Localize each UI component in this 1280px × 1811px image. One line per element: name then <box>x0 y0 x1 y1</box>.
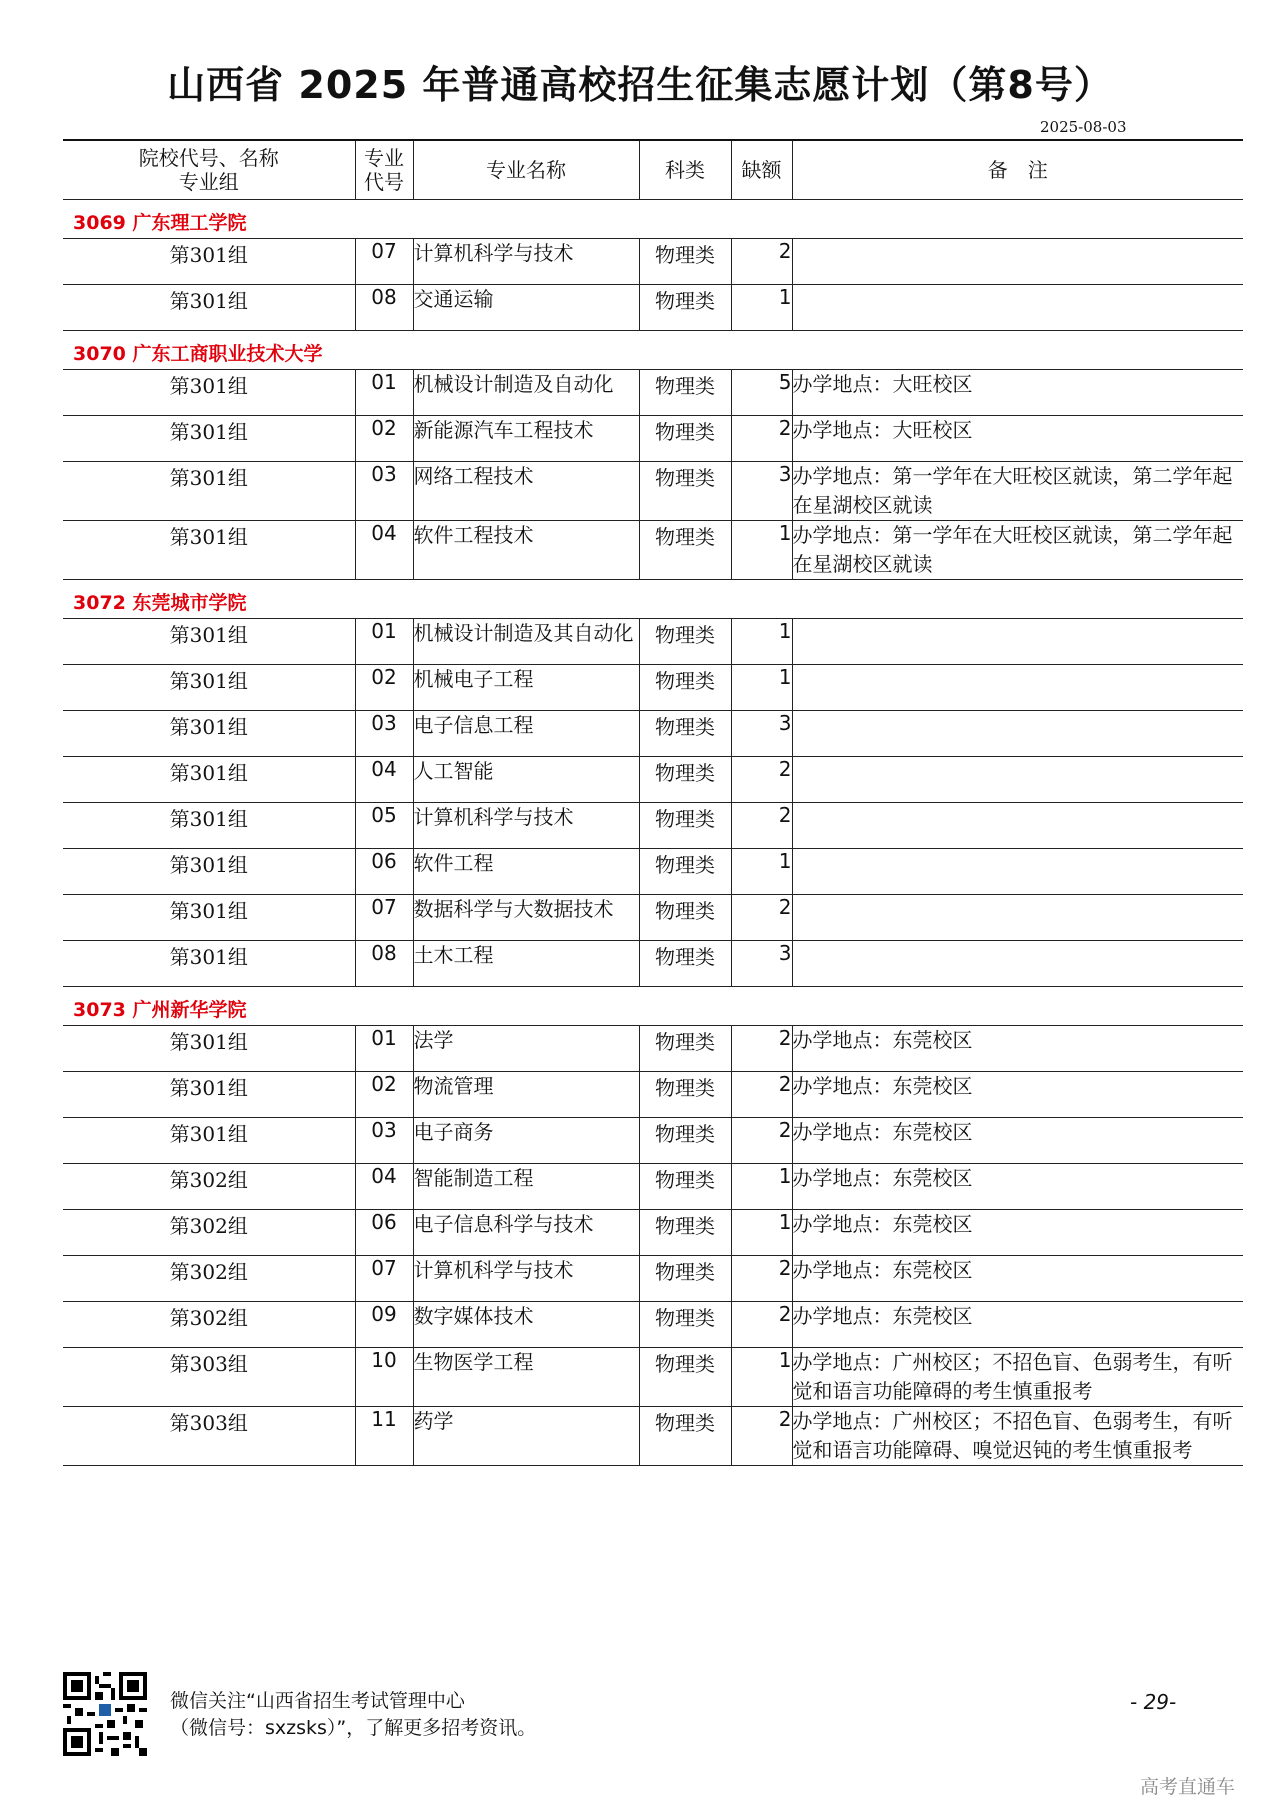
plan-table <box>63 139 1243 1466</box>
quota-cell: 2 <box>731 1026 792 1072</box>
major-name-cell: 软件工程技术 <box>413 521 639 580</box>
table-row <box>63 1348 1243 1407</box>
major-name-cell: 计算机科学与技术 <box>413 1256 639 1302</box>
table-row <box>63 1118 1243 1164</box>
institution-row <box>63 580 1243 619</box>
note-cell: 办学地点：大旺校区 <box>792 370 1243 416</box>
major-code-cell: 03 <box>355 711 413 757</box>
note-cell: 办学地点：第一学年在大旺校区就读，第二学年起在星湖校区就读 <box>792 521 1243 580</box>
note-cell <box>792 895 1243 941</box>
header-major: 专业名称 <box>413 140 639 200</box>
header-note: 备 注 <box>792 140 1243 200</box>
institution-row <box>63 987 1243 1026</box>
subject-cell: 物理类 <box>639 665 731 711</box>
note-cell: 办学地点：广州校区；不招色盲、色弱考生，有听觉和语言功能障碍的考生慎重报考 <box>792 1348 1243 1407</box>
major-name-cell: 生物医学工程 <box>413 1348 639 1407</box>
group-cell: 第301组 <box>63 239 355 285</box>
note-cell: 办学地点：东莞校区 <box>792 1164 1243 1210</box>
group-cell: 第301组 <box>63 665 355 711</box>
subject-cell: 物理类 <box>639 711 731 757</box>
major-code-cell: 01 <box>355 1026 413 1072</box>
group-cell: 第301组 <box>63 895 355 941</box>
note-cell: 办学地点：东莞校区 <box>792 1026 1243 1072</box>
group-cell: 第301组 <box>63 711 355 757</box>
group-cell: 第301组 <box>63 521 355 580</box>
institution-row <box>63 331 1243 370</box>
major-code-cell: 04 <box>355 1164 413 1210</box>
quota-cell: 2 <box>731 803 792 849</box>
group-cell: 第302组 <box>63 1302 355 1348</box>
quota-cell: 2 <box>731 239 792 285</box>
note-cell: 办学地点：东莞校区 <box>792 1210 1243 1256</box>
major-name-cell: 法学 <box>413 1026 639 1072</box>
major-code-cell: 03 <box>355 1118 413 1164</box>
major-code-cell: 10 <box>355 1348 413 1407</box>
subject-cell: 物理类 <box>639 757 731 803</box>
group-cell: 第301组 <box>63 619 355 665</box>
major-name-cell: 人工智能 <box>413 757 639 803</box>
subject-cell: 物理类 <box>639 1072 731 1118</box>
subject-cell: 物理类 <box>639 521 731 580</box>
header-college-line1: 院校代号、名称 <box>138 146 279 170</box>
quota-cell: 2 <box>731 1118 792 1164</box>
subject-cell: 物理类 <box>639 1256 731 1302</box>
table-row <box>63 757 1243 803</box>
table-row <box>63 370 1243 416</box>
footer-wechat-note <box>170 1688 536 1742</box>
subject-cell: 物理类 <box>639 1026 731 1072</box>
major-code-cell: 02 <box>355 416 413 462</box>
note-cell <box>792 941 1243 987</box>
header-code <box>355 140 413 200</box>
major-code-cell: 07 <box>355 895 413 941</box>
subject-cell: 物理类 <box>639 849 731 895</box>
watermark: 高考直通车 <box>1140 1776 1236 1798</box>
quota-cell: 1 <box>731 619 792 665</box>
note-cell <box>792 803 1243 849</box>
header-college <box>63 140 355 200</box>
note-cell: 办学地点：东莞校区 <box>792 1118 1243 1164</box>
quota-cell: 2 <box>731 1256 792 1302</box>
group-cell: 第303组 <box>63 1348 355 1407</box>
quota-cell: 1 <box>731 665 792 711</box>
subject-cell: 物理类 <box>639 285 731 331</box>
quota-cell: 2 <box>731 757 792 803</box>
subject-cell: 物理类 <box>639 1164 731 1210</box>
note-cell: 办学地点：第一学年在大旺校区就读，第二学年起在星湖校区就读 <box>792 462 1243 521</box>
subject-cell: 物理类 <box>639 803 731 849</box>
table-row <box>63 711 1243 757</box>
major-code-cell: 08 <box>355 285 413 331</box>
major-code-cell: 06 <box>355 849 413 895</box>
table-row <box>63 803 1243 849</box>
group-cell: 第301组 <box>63 370 355 416</box>
institution-row <box>63 200 1243 239</box>
quota-cell: 1 <box>731 285 792 331</box>
major-code-cell: 02 <box>355 1072 413 1118</box>
quota-cell: 5 <box>731 370 792 416</box>
quota-cell: 2 <box>731 895 792 941</box>
group-cell: 第301组 <box>63 416 355 462</box>
major-name-cell: 软件工程 <box>413 849 639 895</box>
major-code-cell: 11 <box>355 1407 413 1466</box>
major-name-cell: 土木工程 <box>413 941 639 987</box>
table-row <box>63 619 1243 665</box>
subject-cell: 物理类 <box>639 1210 731 1256</box>
quota-cell: 3 <box>731 941 792 987</box>
subject-cell: 物理类 <box>639 462 731 521</box>
group-cell: 第301组 <box>63 941 355 987</box>
major-code-cell: 07 <box>355 1256 413 1302</box>
table-row <box>63 1026 1243 1072</box>
major-code-cell: 01 <box>355 619 413 665</box>
group-cell: 第301组 <box>63 757 355 803</box>
note-cell: 办学地点：大旺校区 <box>792 416 1243 462</box>
group-cell: 第301组 <box>63 1026 355 1072</box>
table-row <box>63 1210 1243 1256</box>
page-number: - 29- <box>1130 1690 1177 1714</box>
note-cell <box>792 665 1243 711</box>
header-college-line2: 专业组 <box>178 170 239 194</box>
major-code-cell: 09 <box>355 1302 413 1348</box>
table-row <box>63 665 1243 711</box>
major-name-cell: 交通运输 <box>413 285 639 331</box>
table-row <box>63 895 1243 941</box>
table-row <box>63 285 1243 331</box>
major-name-cell: 计算机科学与技术 <box>413 239 639 285</box>
group-cell: 第301组 <box>63 462 355 521</box>
header-subject: 科类 <box>639 140 731 200</box>
major-name-cell: 电子信息工程 <box>413 711 639 757</box>
table-row <box>63 941 1243 987</box>
subject-cell: 物理类 <box>639 1348 731 1407</box>
major-code-cell: 07 <box>355 239 413 285</box>
subject-cell: 物理类 <box>639 1302 731 1348</box>
major-name-cell: 机械电子工程 <box>413 665 639 711</box>
major-code-cell: 05 <box>355 803 413 849</box>
major-code-cell: 06 <box>355 1210 413 1256</box>
subject-cell: 物理类 <box>639 416 731 462</box>
major-code-cell: 01 <box>355 370 413 416</box>
footer-line1: 微信关注“山西省招生考试管理中心 <box>170 1690 465 1712</box>
quota-cell: 2 <box>731 416 792 462</box>
publish-date: 2025-08-03 <box>1040 118 1127 136</box>
table-row <box>63 1407 1243 1466</box>
table-row <box>63 1302 1243 1348</box>
table-row <box>63 521 1243 580</box>
note-cell: 办学地点：东莞校区 <box>792 1256 1243 1302</box>
quota-cell: 1 <box>731 1164 792 1210</box>
quota-cell: 1 <box>731 849 792 895</box>
header-quota: 缺额 <box>731 140 792 200</box>
group-cell: 第301组 <box>63 803 355 849</box>
quota-cell: 2 <box>731 1302 792 1348</box>
table-row <box>63 1256 1243 1302</box>
header-code-line2: 代号 <box>364 170 404 194</box>
table-row <box>63 239 1243 285</box>
subject-cell: 物理类 <box>639 619 731 665</box>
institution-name: 3070 广东工商职业技术大学 <box>63 331 1243 370</box>
group-cell: 第302组 <box>63 1256 355 1302</box>
header-code-line1: 专业 <box>364 146 404 170</box>
major-name-cell: 机械设计制造及其自动化 <box>413 619 639 665</box>
major-code-cell: 04 <box>355 521 413 580</box>
major-name-cell: 数字媒体技术 <box>413 1302 639 1348</box>
note-cell <box>792 711 1243 757</box>
quota-cell: 1 <box>731 1348 792 1407</box>
major-name-cell: 电子商务 <box>413 1118 639 1164</box>
major-name-cell: 药学 <box>413 1407 639 1466</box>
quota-cell: 1 <box>731 1210 792 1256</box>
major-name-cell: 物流管理 <box>413 1072 639 1118</box>
qr-code-icon <box>63 1672 147 1756</box>
major-name-cell: 数据科学与大数据技术 <box>413 895 639 941</box>
subject-cell: 物理类 <box>639 370 731 416</box>
institution-name: 3073 广州新华学院 <box>63 987 1243 1026</box>
note-cell <box>792 239 1243 285</box>
major-code-cell: 04 <box>355 757 413 803</box>
note-cell <box>792 757 1243 803</box>
major-name-cell: 计算机科学与技术 <box>413 803 639 849</box>
quota-cell: 3 <box>731 462 792 521</box>
group-cell: 第301组 <box>63 1072 355 1118</box>
group-cell: 第302组 <box>63 1164 355 1210</box>
note-cell <box>792 619 1243 665</box>
major-name-cell: 机械设计制造及自动化 <box>413 370 639 416</box>
note-cell: 办学地点：广州校区；不招色盲、色弱考生，有听觉和语言功能障碍、嗅觉迟钝的考生慎重报考 <box>792 1407 1243 1466</box>
footer-line2: （微信号：sxzsks）”，了解更多招考资讯。 <box>170 1717 537 1739</box>
group-cell: 第302组 <box>63 1210 355 1256</box>
major-code-cell: 02 <box>355 665 413 711</box>
table-row <box>63 462 1243 521</box>
note-cell: 办学地点：东莞校区 <box>792 1072 1243 1118</box>
table-header-row <box>63 140 1243 200</box>
subject-cell: 物理类 <box>639 941 731 987</box>
group-cell: 第303组 <box>63 1407 355 1466</box>
institution-name: 3069 广东理工学院 <box>63 200 1243 239</box>
group-cell: 第301组 <box>63 1118 355 1164</box>
quota-cell: 3 <box>731 711 792 757</box>
plan-table-body <box>63 200 1243 1466</box>
subject-cell: 物理类 <box>639 895 731 941</box>
page-title: 山西省 2025 年普通高校招生征集志愿计划（第8号） <box>167 63 1113 107</box>
quota-cell: 1 <box>731 521 792 580</box>
table-row <box>63 849 1243 895</box>
quota-cell: 2 <box>731 1072 792 1118</box>
group-cell: 第301组 <box>63 849 355 895</box>
note-cell: 办学地点：东莞校区 <box>792 1302 1243 1348</box>
major-name-cell: 网络工程技术 <box>413 462 639 521</box>
major-code-cell: 08 <box>355 941 413 987</box>
subject-cell: 物理类 <box>639 239 731 285</box>
subject-cell: 物理类 <box>639 1118 731 1164</box>
note-cell <box>792 849 1243 895</box>
subject-cell: 物理类 <box>639 1407 731 1466</box>
major-name-cell: 新能源汽车工程技术 <box>413 416 639 462</box>
note-cell <box>792 285 1243 331</box>
major-name-cell: 智能制造工程 <box>413 1164 639 1210</box>
group-cell: 第301组 <box>63 285 355 331</box>
institution-name: 3072 东莞城市学院 <box>63 580 1243 619</box>
major-name-cell: 电子信息科学与技术 <box>413 1210 639 1256</box>
quota-cell: 2 <box>731 1407 792 1466</box>
table-row <box>63 416 1243 462</box>
table-row <box>63 1072 1243 1118</box>
major-code-cell: 03 <box>355 462 413 521</box>
table-row <box>63 1164 1243 1210</box>
